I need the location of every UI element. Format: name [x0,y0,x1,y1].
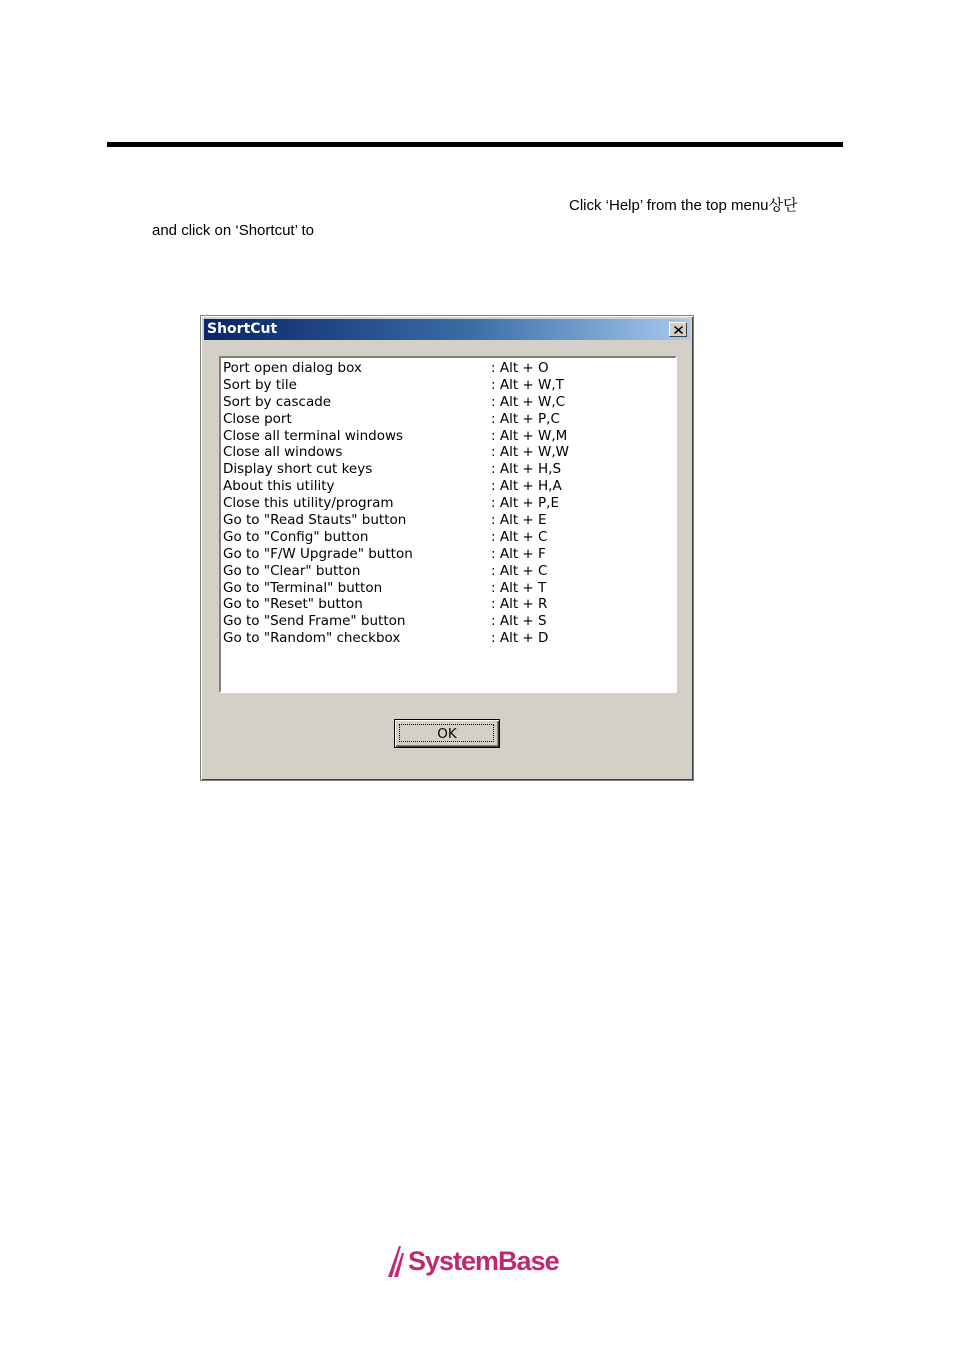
shortcut-description: About this utility [223,478,335,495]
shortcut-description: Close all windows [223,444,343,461]
shortcut-list[interactable] [219,356,677,693]
close-icon [674,326,683,334]
shortcut-keys: : Alt + C [491,528,548,545]
shortcut-keys: : Alt + P,E [491,495,559,512]
shortcut-keys: : Alt + W,T [491,376,564,393]
dialog-title: ShortCut [207,321,278,337]
shortcut-keys: : Alt + O [491,360,549,376]
close-button[interactable] [669,322,687,337]
shortcut-description: Close port [223,410,292,427]
shortcut-description: Display short cut keys [223,461,373,478]
shortcut-keys: : Alt + H,S [491,461,562,478]
shortcut-description: Sort by cascade [223,393,332,410]
shortcut-description: Go to "Send Frame" button [223,613,406,630]
shortcut-description: Close this utility/program [223,495,394,512]
shortcut-description: Port open dialog box [223,360,362,376]
shortcut-keys: : Alt + R [491,596,548,613]
shortcut-description: Sort by tile [223,376,297,393]
shortcut-description: Go to "Clear" button [223,562,361,579]
shortcut-keys: : Alt + C [491,562,548,579]
shortcut-keys: : Alt + D [491,630,549,647]
shortcut-keys: : Alt + W,M [491,427,568,444]
shortcut-keys: : Alt + E [491,512,547,529]
shortcut-keys: : Alt + F [491,545,546,562]
shortcut-keys: : Alt + W,W [491,444,570,461]
shortcut-dialog [200,315,694,781]
header-rule [107,142,843,147]
shortcut-description: Go to "F/W Upgrade" button [223,545,413,562]
shortcut-keys: : Alt + S [491,613,547,630]
shortcut-description: Go to "Reset" button [223,596,363,613]
instruction-line-2: and click on ‘Shortcut’ to [152,222,315,239]
instruction-line-1: Click ‘Help’ from the top menu상단 [569,197,798,214]
shortcut-description: Go to "Read Stauts" button [223,512,407,529]
shortcut-keys: : Alt + T [491,579,547,596]
ok-button[interactable] [394,719,500,748]
shortcut-description: Go to "Random" checkbox [223,630,401,647]
shortcut-keys: : Alt + P,C [491,410,560,427]
logo-text: SystemBase [408,1246,559,1276]
systembase-logo-mark-icon [386,1243,410,1284]
shortcut-keys: : Alt + W,C [491,393,566,410]
shortcut-description: Close all terminal windows [223,427,404,444]
shortcut-description: Go to "Terminal" button [223,579,383,596]
systembase-logo [386,1243,566,1283]
shortcut-keys: : Alt + H,A [491,478,562,495]
dialog-titlebar[interactable] [204,319,690,340]
ok-button-label: OK [437,725,457,742]
shortcut-description: Go to "Config" button [223,528,369,545]
